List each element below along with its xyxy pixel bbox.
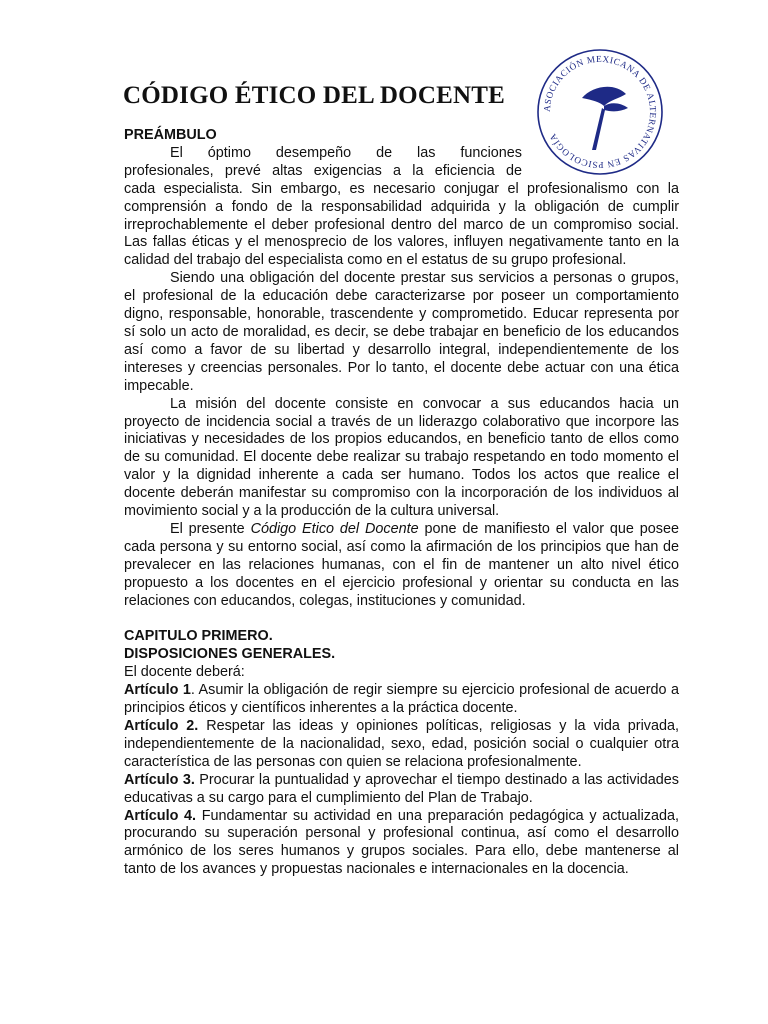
logo-ring-text: ASOCIACIÓN MEXICANA DE ALTERNATIVAS EN PSICOLOGÍA [541, 53, 659, 171]
chapter-intro: El docente deberá: [124, 664, 245, 681]
article-2 [124, 718, 679, 772]
preamble-heading: PREÁMBULO [124, 127, 217, 143]
article-label: Artículo 3. [124, 771, 195, 788]
document-body [124, 127, 679, 879]
article-4 [124, 808, 679, 880]
code-title-emphasis: Código Etico del Docente [250, 520, 419, 537]
document-title: CÓDIGO ÉTICO DEL DOCENTE [123, 82, 505, 109]
article-text: Respetar las ideas y opiniones políticas, religiosas y la vida privada, independientemente de la nacionalidad, sexo, edad, posición social o cualquier otra característica de las personas con quien se relaciona profesionalmente. [124, 718, 679, 770]
article-text: Asumir la obligación de regir siempre su ejercicio profesional de acuerdo a principios éticos y científicos inherentes a la práctica docente. [124, 682, 679, 717]
article-label: Artículo 1 [124, 682, 191, 699]
article-text: Procurar la puntualidad y aprovechar el tiempo destinado a las actividades educativas a su cargo para el cumplimiento del Plan de Trabajo. [124, 771, 679, 806]
article-3 [124, 772, 679, 808]
article-label: Artículo 4. [124, 807, 197, 824]
preamble-paragraph-3: La misión del docente consiste en convocar a sus educandos hacia un proyecto de incidencia social a través de un liderazgo colaborativo que incorpore las iniciativas y necesidades de los propios educandos, en beneficio tanto de ellos como de su comunidad. El docente debe realizar su trabajo respetando en todo momento el valor y la dignidad inherente a cada ser humano. Todos los actos que realice el docente deberán manifestar su compromiso con la incorporación de los individuos al movimiento social y a la producción de la cultura universal. [124, 395, 679, 520]
article-1 [124, 682, 679, 718]
preamble-paragraph-4 [124, 521, 679, 611]
preamble-paragraph-1-line-1: El óptimo desempeño de las funciones [170, 144, 522, 161]
preamble-paragraph-1: cada especialista. Sin embargo, es necesario conjugar el profesionalismo con la comprensión a fondo de la responsabilidad adquirida y la obligación de cumplir irreprochablemente el deber profesional dentro del marco de un compromiso social. Las fallas éticas y el menosprecio de los valores, influyen negativamente tanto en la calidad del trabajo del especialista como en el estatus de su grupo profesional. [124, 180, 679, 269]
preamble-p4-end: pone de manifiesto el valor que posee cada persona y su entorno social, así como la afirmación de los principios que han de prevalecer en las relaciones humanas, con el fin de mantener un alto nivel ético propuesto a los docentes en el ejercicio profesional y orientar su conducta en las relaciones con educandos, colegas, instituciones y comunidad. [124, 520, 679, 609]
preamble-p4-start: El presente [170, 520, 251, 537]
preamble-paragraph-1-line-2: profesionales, prevé altas exigencias a la eficiencia de [124, 162, 522, 179]
chapter-title: CAPITULO PRIMERO. [124, 628, 273, 645]
preamble-paragraph-2: Siendo una obligación del docente prestar sus servicios a personas o grupos, el profesional de la educación debe caracterizarse por poseer un comportamiento digno, responsable, honorable, trascendente y comprometido. Educar representa por sí solo un acto de moralidad, es decir, se debe trabajar en beneficio de los educandos así como a favor de su libertad y desarrollo integral, independientemente de los intereses y creencias personales. Por lo tanto, el docente debe actuar con una ética impecable. [124, 270, 679, 394]
chapter-subtitle: DISPOSICIONES GENERALES. [124, 646, 336, 663]
article-label: Artículo 2. [124, 718, 199, 734]
article-text: Fundamentar su actividad en una preparación pedagógica y actualizada, procurando su superación personal y profesional continua, así como el desarrollo armónico de los seres humanos y grupos sociales. Para ello, debe mantenerse al tanto de los avances y propuestas nacionales e internacionales en la docencia. [124, 807, 679, 878]
article-sep: . [190, 682, 199, 699]
